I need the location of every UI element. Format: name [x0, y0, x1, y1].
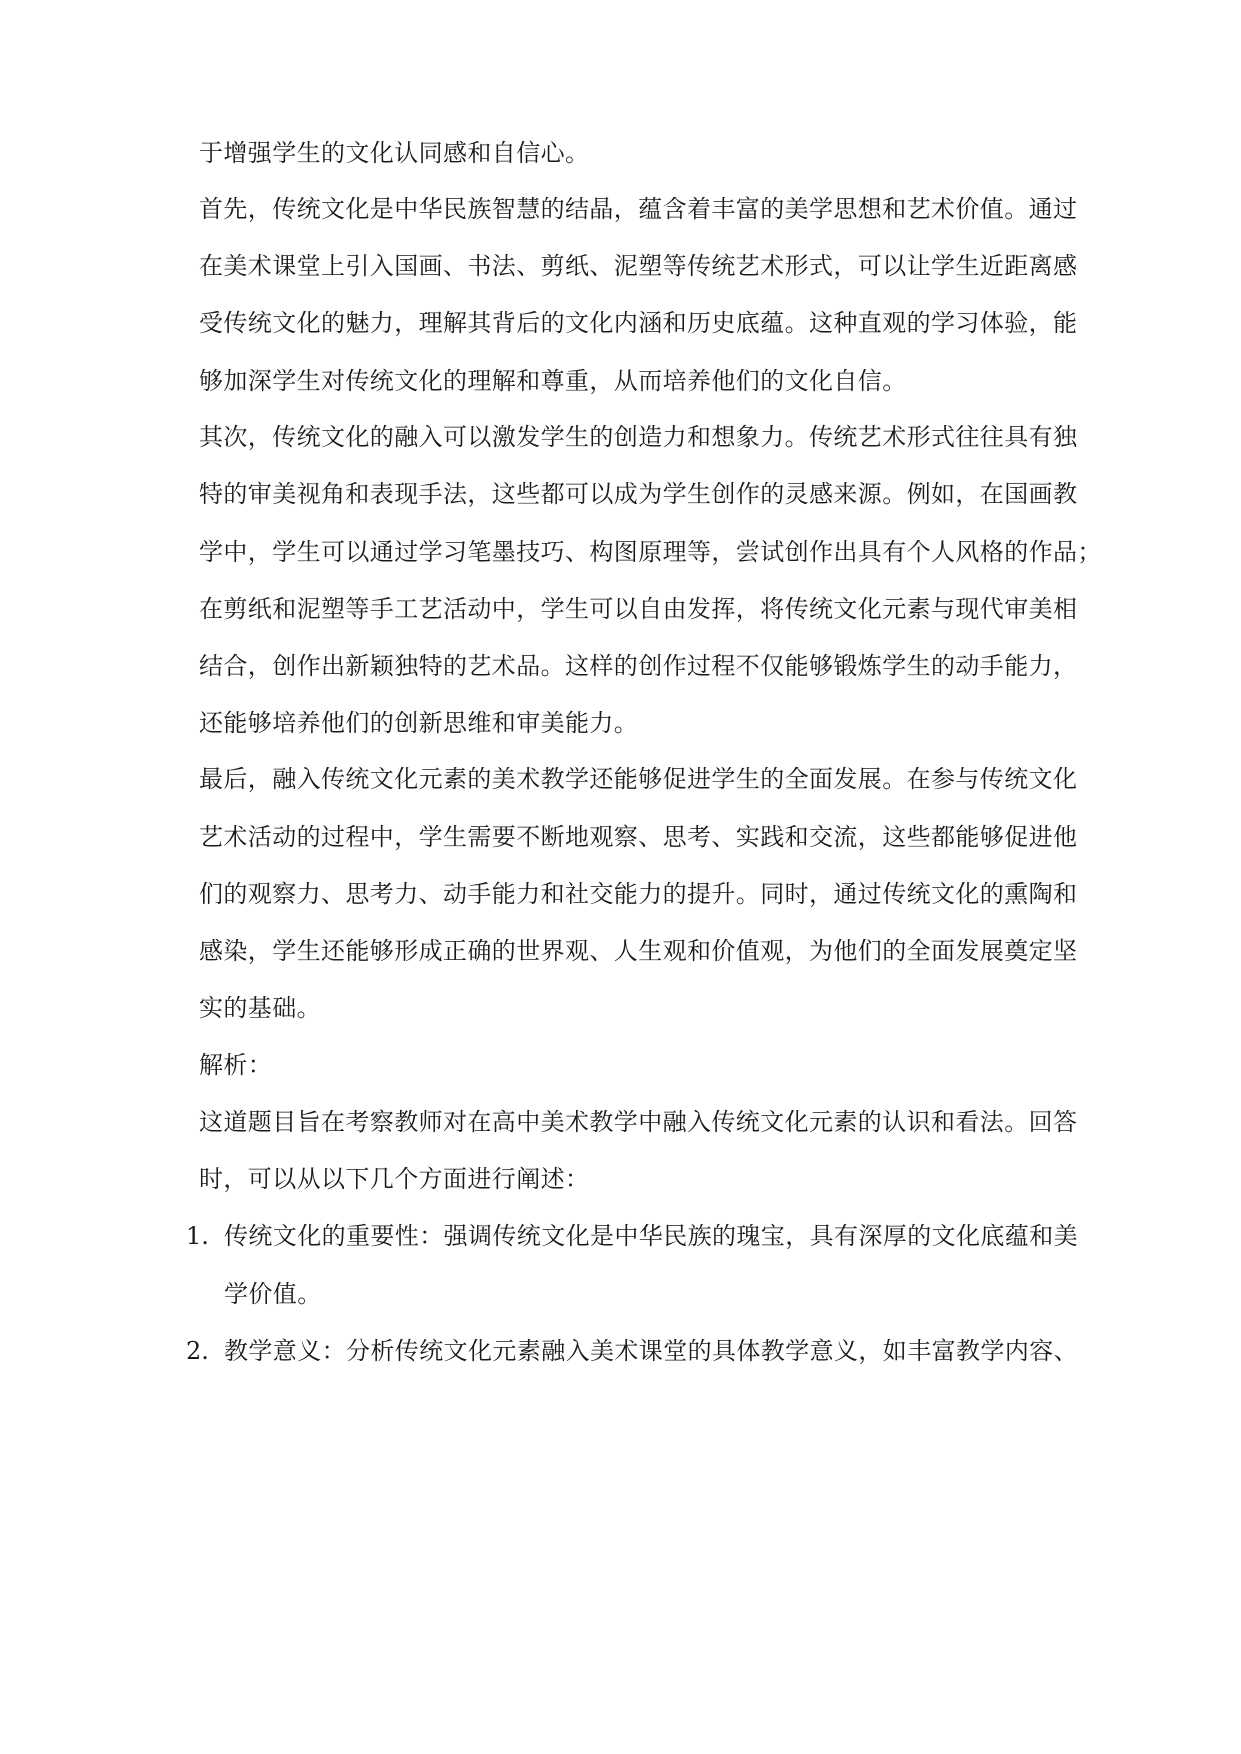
text-line: 其次，传统文化的融入可以激发学生的创造力和想象力。传统艺术形式往往具有独: [199, 423, 1078, 451]
text-line: 够加深学生对传统文化的理解和尊重，从而培养他们的文化自信。: [199, 367, 907, 395]
text-line: 时，可以从以下几个方面进行阐述：: [199, 1165, 590, 1193]
text-line: 学中，学生可以通过学习笔墨技巧、构图原理等，尝试创作出具有个人风格的作品；: [199, 538, 1102, 566]
section-label: 解析：: [199, 1051, 273, 1079]
text-line: 首先，传统文化是中华民族智慧的结晶，蕴含着丰富的美学思想和艺术价值。通过: [199, 195, 1078, 223]
text-line: 实的基础。: [199, 994, 321, 1022]
list-number: 1.: [186, 1222, 209, 1250]
list-item-line: 传统文化的重要性：强调传统文化是中华民族的瑰宝，具有深厚的文化底蕴和美: [224, 1222, 1078, 1250]
text-line: 特的审美视角和表现手法，这些都可以成为学生创作的灵感来源。例如，在国画教: [199, 480, 1078, 508]
text-line: 结合，创作出新颖独特的艺术品。这样的创作过程不仅能够锻炼学生的动手能力，: [199, 652, 1078, 680]
list-item-line: 学价值。: [224, 1280, 322, 1308]
text-line: 感染，学生还能够形成正确的世界观、人生观和价值观，为他们的全面发展奠定坚: [199, 937, 1078, 965]
text-line: 们的观察力、思考力、动手能力和社交能力的提升。同时，通过传统文化的熏陶和: [199, 880, 1078, 908]
text-line: 在剪纸和泥塑等手工艺活动中，学生可以自由发挥，将传统文化元素与现代审美相: [199, 595, 1078, 623]
text-line: 这道题目旨在考察教师对在高中美术教学中融入传统文化元素的认识和看法。回答: [199, 1108, 1078, 1136]
text-line: 受传统文化的魅力，理解其背后的文化内涵和历史底蕴。这种直观的学习体验，能: [199, 309, 1078, 337]
text-line: 还能够培养他们的创新思维和审美能力。: [199, 709, 639, 737]
list-item-line: 教学意义：分析传统文化元素融入美术课堂的具体教学意义，如丰富教学内容、: [224, 1337, 1078, 1365]
text-line: 在美术课堂上引入国画、书法、剪纸、泥塑等传统艺术形式，可以让学生近距离感: [199, 252, 1078, 280]
text-line: 于增强学生的文化认同感和自信心。: [199, 139, 590, 167]
list-number: 2.: [186, 1337, 209, 1365]
text-line: 艺术活动的过程中，学生需要不断地观察、思考、实践和交流，这些都能够促进他: [199, 823, 1078, 851]
text-line: 最后，融入传统文化元素的美术教学还能够促进学生的全面发展。在参与传统文化: [199, 765, 1078, 793]
